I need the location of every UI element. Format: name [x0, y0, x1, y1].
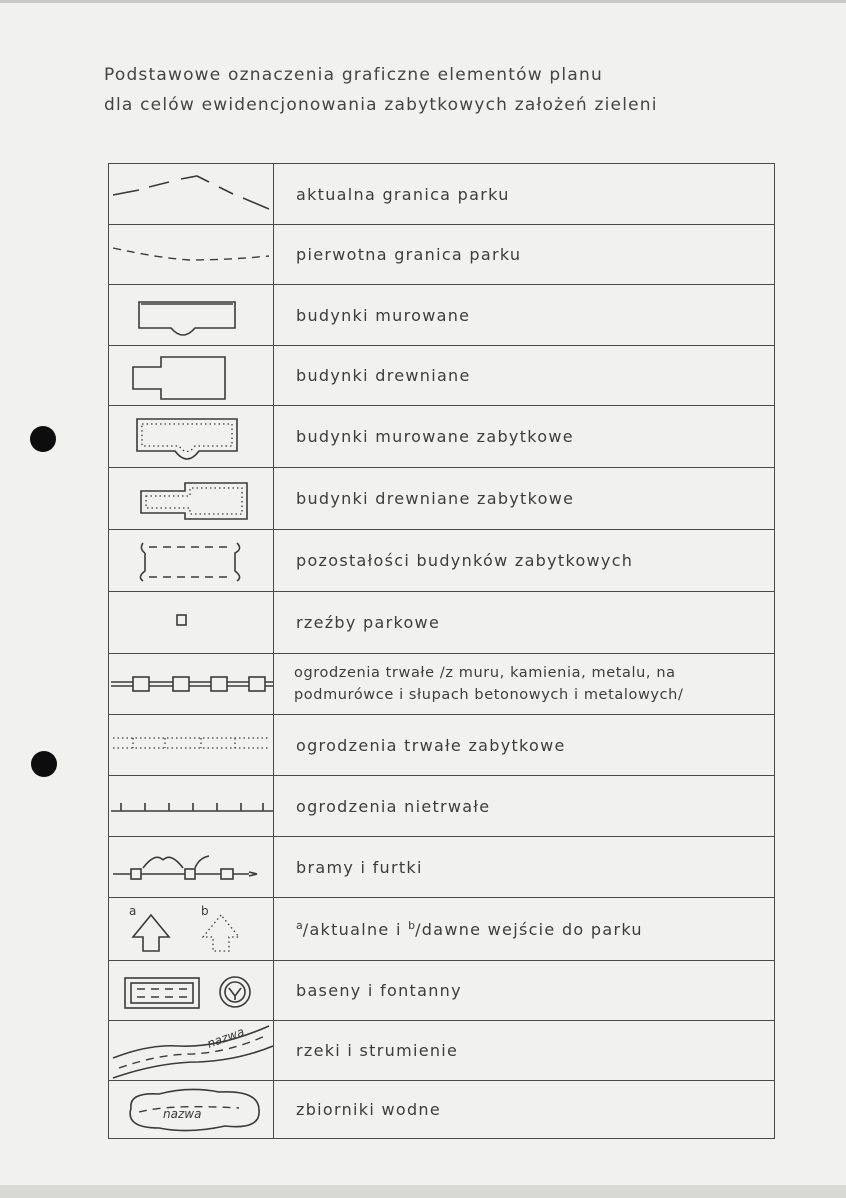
symbol-cell [109, 592, 274, 654]
historic-masonry-building-icon [109, 407, 273, 467]
building-remains-icon [109, 531, 273, 591]
legend-label: bramy i furtki [274, 837, 775, 898]
legend-label: budynki drewniane [274, 346, 775, 406]
legend-label: baseny i fontanny [274, 961, 775, 1021]
entrance-label-b: b [201, 903, 209, 918]
symbol-cell [109, 1081, 274, 1139]
legend-row [109, 715, 775, 776]
legend-row [109, 468, 775, 530]
legend-row [109, 898, 775, 961]
river-icon [109, 1022, 273, 1080]
historic-fence-icon [109, 716, 273, 775]
legend-row [109, 225, 775, 285]
legend-table [108, 163, 775, 1139]
legend-label: budynki murowane zabytkowe [274, 406, 775, 468]
legend-label: aktualna granica parku [274, 164, 775, 225]
current-boundary-icon [109, 165, 273, 224]
legend-label: rzeki i strumienie [274, 1021, 775, 1081]
symbol-cell [109, 776, 274, 837]
symbol-cell [109, 1021, 274, 1081]
legend-row [109, 530, 775, 592]
gate-icon [109, 838, 273, 897]
entrance-text-a: /aktualne i [302, 920, 409, 939]
symbol-cell [109, 837, 274, 898]
legend-row [109, 164, 775, 225]
masonry-building-icon [109, 286, 273, 345]
original-boundary-icon [109, 226, 273, 284]
wooden-building-icon [109, 347, 273, 405]
permanent-fence-icon [109, 655, 273, 714]
legend-label: budynki murowane [274, 285, 775, 346]
symbol-cell [109, 406, 274, 468]
entrance-text-b: /dawne wejście do parku [415, 920, 643, 939]
legend-label: zbiorniki wodne [274, 1081, 775, 1139]
legend-row [109, 1081, 775, 1139]
legend-label-line-1: ogrodzenia trwałe /z muru, kamienia, metalu, na [294, 665, 676, 681]
page-edge-top [0, 0, 846, 3]
legend-label-line-2: podmurówce i słupach betonowych i metalowych/ [294, 687, 684, 703]
legend-label: ogrodzenia nietrwałe [274, 776, 775, 837]
entrance-sup-a: a [296, 919, 303, 932]
document-title [104, 60, 804, 120]
symbol-cell [109, 346, 274, 406]
legend-label: pozostałości budynków zabytkowych [274, 530, 775, 592]
legend-row [109, 1021, 775, 1081]
symbol-cell [109, 164, 274, 225]
symbol-cell [109, 530, 274, 592]
legend-row [109, 776, 775, 837]
legend-row [109, 837, 775, 898]
entrance-label-a: a [129, 903, 137, 918]
legend-label: pierwotna granica parku [274, 225, 775, 285]
legend-label: budynki drewniane zabytkowe [274, 468, 775, 530]
entrance-sup-b: b [408, 919, 416, 932]
symbol-cell [109, 285, 274, 346]
pond-icon [109, 1082, 273, 1138]
title-line-1: Podstawowe oznaczenia graficzne elementów planu [104, 65, 603, 85]
punch-hole-top [30, 426, 56, 452]
legend-row [109, 406, 775, 468]
symbol-cell [109, 654, 274, 715]
page-edge-bottom [0, 1185, 846, 1198]
legend-label [274, 654, 775, 715]
legend-row [109, 346, 775, 406]
symbol-cell [109, 715, 274, 776]
title-line-2: dla celów ewidencjonowania zabytkowych założeń zieleni [104, 95, 658, 115]
river-name-text: nazwa [205, 1024, 247, 1051]
sculpture-icon [109, 593, 273, 653]
punch-hole-bottom [31, 751, 57, 777]
legend-label: ogrodzenia trwałe zabytkowe [274, 715, 775, 776]
symbol-cell [109, 961, 274, 1021]
symbol-cell [109, 898, 274, 961]
legend-row [109, 654, 775, 715]
legend-row [109, 592, 775, 654]
legend-label [274, 898, 775, 961]
pond-name-text: nazwa [163, 1106, 202, 1121]
pool-fountain-icon [109, 962, 273, 1020]
legend-row [109, 961, 775, 1021]
entrance-arrow-icon [109, 899, 273, 960]
symbol-cell [109, 468, 274, 530]
legend-row [109, 285, 775, 346]
historic-wooden-building-icon [109, 469, 273, 529]
symbol-cell [109, 225, 274, 285]
legend-label: rzeźby parkowe [274, 592, 775, 654]
temporary-fence-icon [109, 777, 273, 836]
